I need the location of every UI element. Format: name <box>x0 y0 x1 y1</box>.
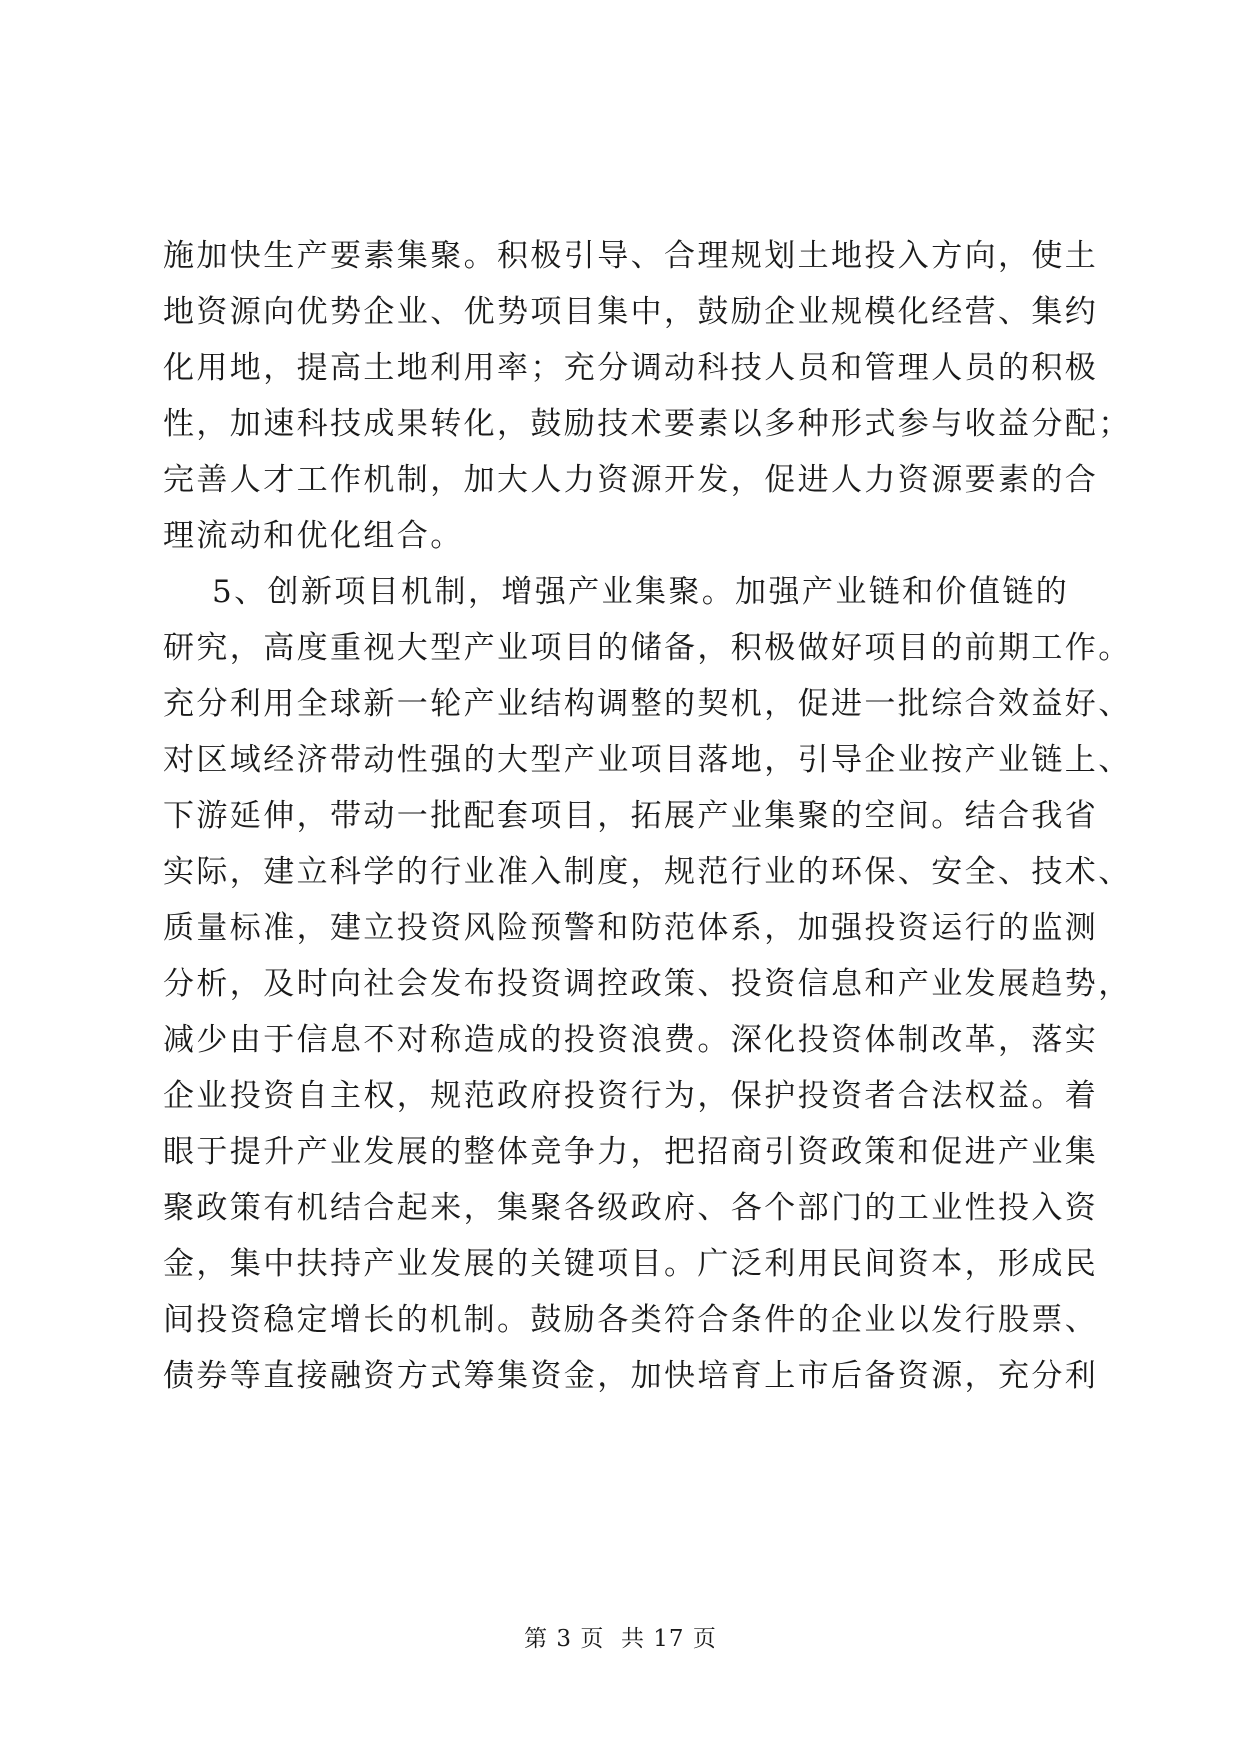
text-line: 理流动和优化组合。 <box>163 518 464 554</box>
text-line: 企业投资自主权，规范政府投资行为，保护投资者合法权益。着 <box>163 1078 1099 1114</box>
text-line: 质量标准，建立投资风险预警和防范体系，加强投资运行的监测 <box>163 910 1099 946</box>
text-line: 对区域经济带动性强的大型产业项目落地，引导企业按产业链上、 <box>163 742 1132 778</box>
text-line: 5、创新项目机制，增强产业集聚。加强产业链和价值链的 <box>163 574 1070 610</box>
text-line: 充分利用全球新一轮产业结构调整的契机，促进一批综合效益好、 <box>163 686 1132 722</box>
text-line: 施加快生产要素集聚。积极引导、合理规划土地投入方向，使土 <box>163 238 1099 274</box>
text-line: 间投资稳定增长的机制。鼓励各类符合条件的企业以发行股票、 <box>163 1302 1099 1338</box>
text-line: 分析，及时向社会发布投资调控政策、投资信息和产业发展趋势， <box>163 966 1132 1002</box>
text-line: 研究，高度重视大型产业项目的储备，积极做好项目的前期工作。 <box>163 630 1132 666</box>
body-text <box>163 228 1132 1404</box>
page-number-footer: 第 3 页 共 17 页 <box>524 1626 717 1652</box>
text-line: 完善人才工作机制，加大人力资源开发，促进人力资源要素的合 <box>163 462 1099 498</box>
text-line: 实际，建立科学的行业准入制度，规范行业的环保、安全、技术、 <box>163 854 1132 890</box>
text-line: 性，加速科技成果转化，鼓励技术要素以多种形式参与收益分配； <box>163 406 1132 442</box>
text-line: 眼于提升产业发展的整体竞争力，把招商引资政策和促进产业集 <box>163 1134 1099 1170</box>
text-line: 减少由于信息不对称造成的投资浪费。深化投资体制改革，落实 <box>163 1022 1099 1058</box>
text-line: 聚政策有机结合起来，集聚各级政府、各个部门的工业性投入资 <box>163 1190 1099 1226</box>
text-line: 债券等直接融资方式筹集资金，加快培育上市后备资源，充分利 <box>163 1358 1099 1394</box>
text-line: 化用地，提高土地利用率；充分调动科技人员和管理人员的积极 <box>163 350 1099 386</box>
text-line: 地资源向优势企业、优势项目集中，鼓励企业规模化经营、集约 <box>163 294 1099 330</box>
text-line: 金，集中扶持产业发展的关键项目。广泛利用民间资本，形成民 <box>163 1246 1099 1282</box>
text-line: 下游延伸，带动一批配套项目，拓展产业集聚的空间。结合我省 <box>163 798 1099 834</box>
